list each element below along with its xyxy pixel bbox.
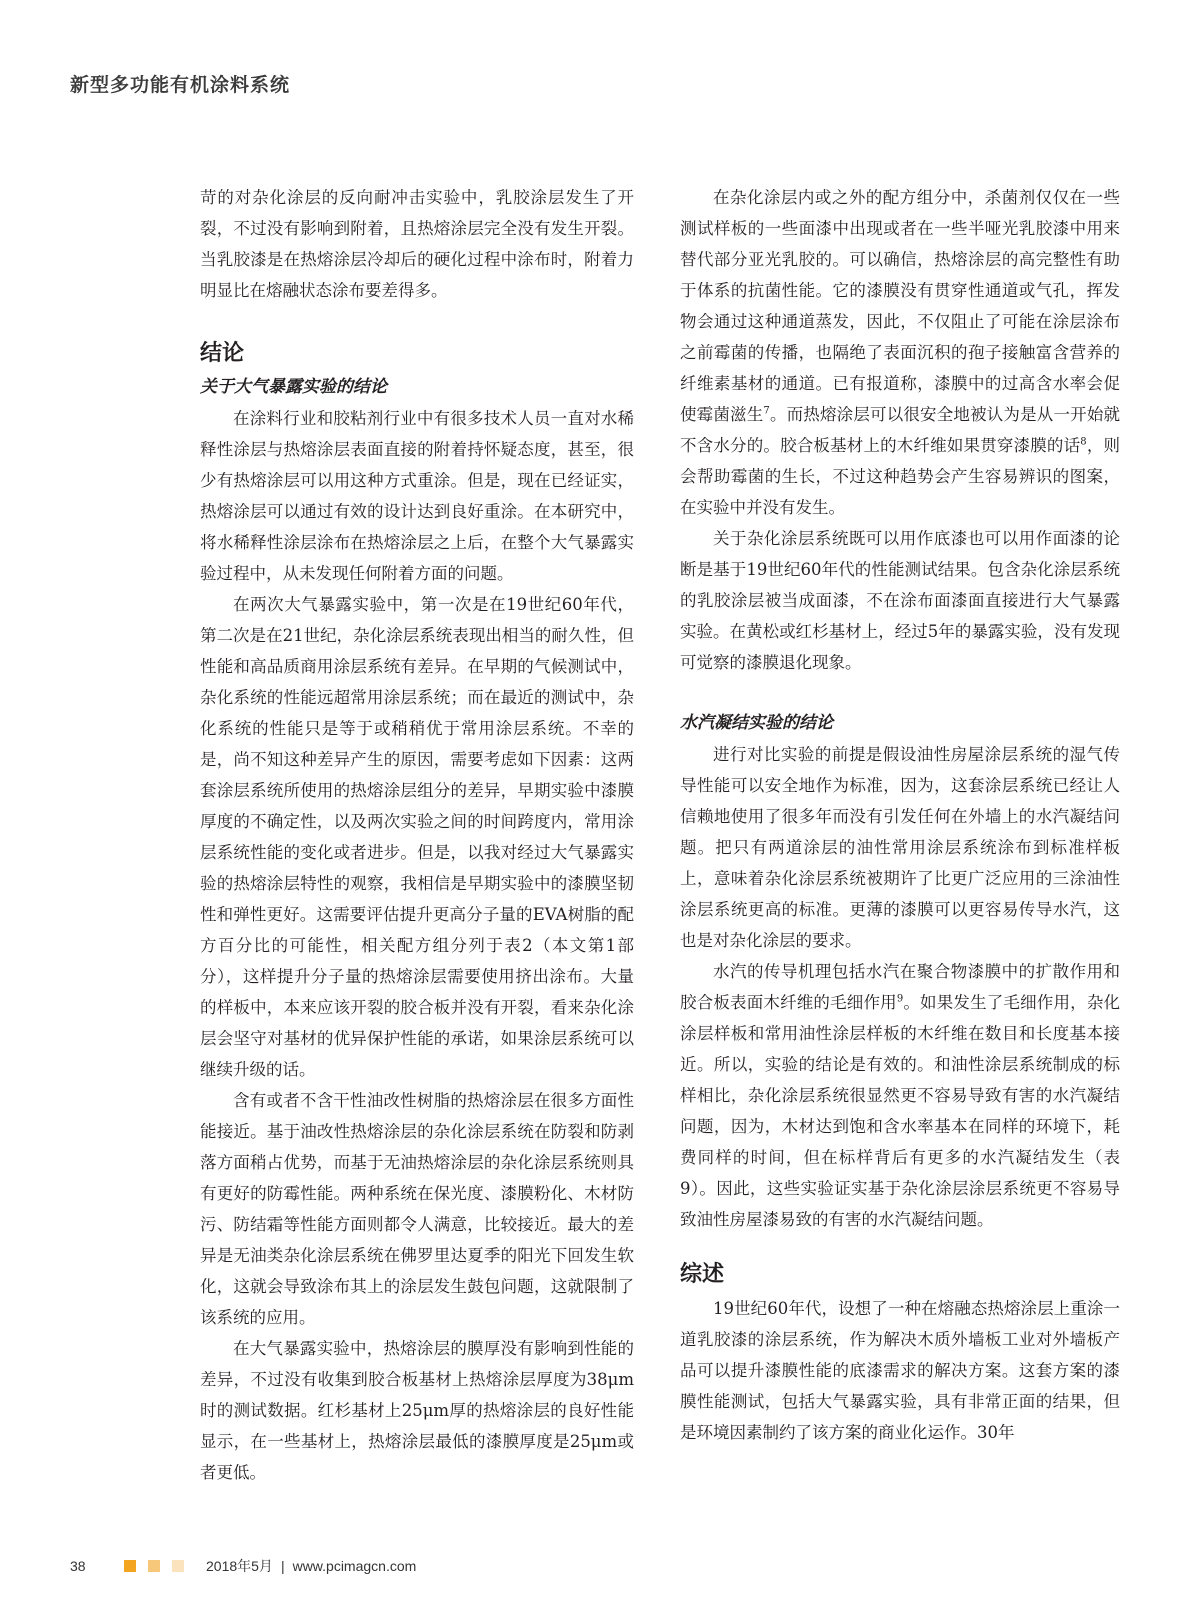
paragraph: 在大气暴露实验中，热熔涂层的膜厚没有影响到性能的差异，不过没有收集到胶合板基材上热熔涂层厚度为38μm时的测试数据。红杉基材上25μm厚的热熔涂层的良好性能显示，在一些基材上，热熔涂层最低的漆膜厚度是25μm或者更低。 xyxy=(200,1339,634,1482)
paragraph: 在杂化涂层内或之外的配方组分中，杀菌剂仅仅在一些测试样板的一些面漆中出现或者在一些半哑光乳胶漆中用来替代部分亚光乳胶的。可以确信，热熔涂层的高完整性有助于体系的抗菌性能。它的漆膜没有贯穿性通道或气孔，挥发物会通过这种通道蒸发，因此，不仅阻止了可能在涂层涂布之前霉菌的传播，也隔绝了表面沉积的孢子接触富含营养的纤维素基材的通道。已有报道称，漆膜中的过高含水率会促使霉菌滋生$^7$。而热熔涂层可以很安全地被认为是从一开始就不含水分的。胶合板基材上的木纤维如果贯穿漆膜的话$^8$，则会帮助霉菌的生长，不过这种趋势会产生容易辨识的图案，在实验中并没有发生。 xyxy=(680,188,1121,517)
page-footer xyxy=(70,1556,416,1576)
citation-9: 9 xyxy=(896,993,904,1005)
decorative-square xyxy=(172,1560,184,1572)
subheading-vapor-condensation: 水汽凝结实验的结论 xyxy=(680,713,833,733)
paragraph: 关于杂化涂层系统既可以用作底漆也可以用作面漆的论断是基于19世纪60年代的性能测试结果。包含杂化涂层系统的乳胶涂层被当成面漆，不在涂布面漆面直接进行大气暴露实验。在黄松或红杉基材上，经过5年的暴露实验，没有发现可觉察的漆膜退化现象。 xyxy=(680,529,1120,672)
paragraph: 19世纪60年代，设想了一种在熔融态热熔涂层上重涂一道乳胶漆的涂层系统，作为解决木质外墙板工业对外墙板产品可以提升漆膜性能的底漆需求的解决方案。这套方案的漆膜性能测试，包括大气暴露实验，具有非常正面的结果，但是环境因素制约了该方案的商业化运作。30年 xyxy=(680,1299,1120,1442)
citation-7: 7 xyxy=(763,405,770,417)
section-heading-conclusion: 结论 xyxy=(200,341,245,366)
subheading-weather-exposure: 关于大气暴露实验的结论 xyxy=(200,377,387,397)
footer-separator: | xyxy=(280,1558,285,1574)
paragraph: 在两次大气暴露实验中，第一次是在19世纪60年代，第二次是在21世纪，杂化涂层系统表现出相当的耐久性，但性能和高品质商用涂层系统有差异。在早期的气候测试中，杂化系统的性能远超常用涂层系统；而在最近的测试中，杂化系统的性能只是等于或稍稍优于常用涂层系统。不幸的是，尚不知这种差异产生的原因，需要考虑如下因素：这两套涂层系统所使用的热熔涂层组分的差异，早期实验中漆膜厚度的不确定性，以及两次实验之间的时间跨度内，常用涂层系统性能的变化或者进步。但是，以我对经过大气暴露实验的热熔涂层特性的观察，我相信是早期实验中的漆膜坚韧性和弹性更好。这需要评估提升更高分子量的EVA树脂的配方百分比的可能性，相关配方组分列于表2（本文第1部分），这样提升分子量的热熔涂层需要使用挤出涂布。大量的样板中，本来应该开裂的胶合板并没有开裂，看来杂化涂层会坚守对基材的优异保护性能的承诺，如果涂层系统可以继续升级的话。 xyxy=(200,595,634,1079)
running-title: 新型多功能有机涂料系统 xyxy=(70,74,291,96)
page-number: 38 xyxy=(70,1558,86,1574)
paragraph: 进行对比实验的前提是假设油性房屋涂层系统的湿气传导性能可以安全地作为标准，因为，这套涂层系统已经让人信赖地使用了很多年而没有引发任何在外墙上的水汽凝结问题。把只有两道涂层的油性常用涂层系统涂布到标准样板上，意味着杂化涂层系统被期许了比更广泛应用的三涂油性涂层系统更高的标准。更薄的漆膜可以更容易传导水汽，这也是对杂化涂层的要求。 xyxy=(680,745,1120,950)
paragraph: 在涂料行业和胶粘剂行业中有很多技术人员一直对水稀释性涂层与热熔涂层表面直接的附着持怀疑态度，甚至，很少有热熔涂层可以用这种方式重涂。但是，现在已经证实，热熔涂层可以通过有效的设计达到良好重涂。在本研究中，将水稀释性涂层涂布在热熔涂层之上后，在整个大气暴露实验过程中，从未发现任何附着方面的问题。 xyxy=(200,409,634,583)
citation-8: 8 xyxy=(1080,436,1087,448)
section-heading-summary: 综述 xyxy=(680,1262,725,1287)
paragraph: 水汽的传导机理包括水汽在聚合物漆膜中的扩散作用和胶合板表面木纤维的毛细作用$^9$。如果发生了毛细作用，杂化涂层样板和常用油性涂层样板的木纤维在数目和长度基本接近。所以，实验的结论是有效的。和油性涂层系统制成的标样相比，杂化涂层系统很显然更不容易导致有害的水汽凝结问题，因为，木材达到饱和含水率基本在同样的环境下，耗费同样的时间，但在标样背后有更多的水汽凝结发生（表9）。因此，这些实验证实基于杂化涂层涂层系统更不容易导致油性房屋漆易致的有害的水汽凝结问题。 xyxy=(680,962,1121,1229)
decorative-square xyxy=(124,1560,136,1572)
decorative-square xyxy=(148,1560,160,1572)
paragraph-continued: 苛的对杂化涂层的反向耐冲击实验中，乳胶涂层发生了开裂，不过没有影响到附着，且热熔涂层完全没有发生开裂。当乳胶漆是在热熔涂层冷却后的硬化过程中涂布时，附着力明显比在熔融状态涂布要差得多。 xyxy=(200,188,634,300)
issue-date: 2018年5月 xyxy=(206,1558,273,1574)
right-column xyxy=(680,182,1120,1448)
left-column xyxy=(200,182,634,1488)
paragraph: 含有或者不含干性油改性树脂的热熔涂层在很多方面性能接近。基于油改性热熔涂层的杂化涂层系统在防裂和防剥落方面稍占优势，而基于无油热熔涂层的杂化涂层系统则具有更好的防霉性能。两种系统在保光度、漆膜粉化、木材防污、防结霜等性能方面则都令人满意，比较接近。最大的差异是无油类杂化涂层系统在佛罗里达夏季的阳光下回发生软化，这就会导致涂布其上的涂层发生鼓包问题，这就限制了该系统的应用。 xyxy=(200,1091,634,1327)
website-link[interactable]: www.pcimagcn.com xyxy=(292,1558,417,1574)
